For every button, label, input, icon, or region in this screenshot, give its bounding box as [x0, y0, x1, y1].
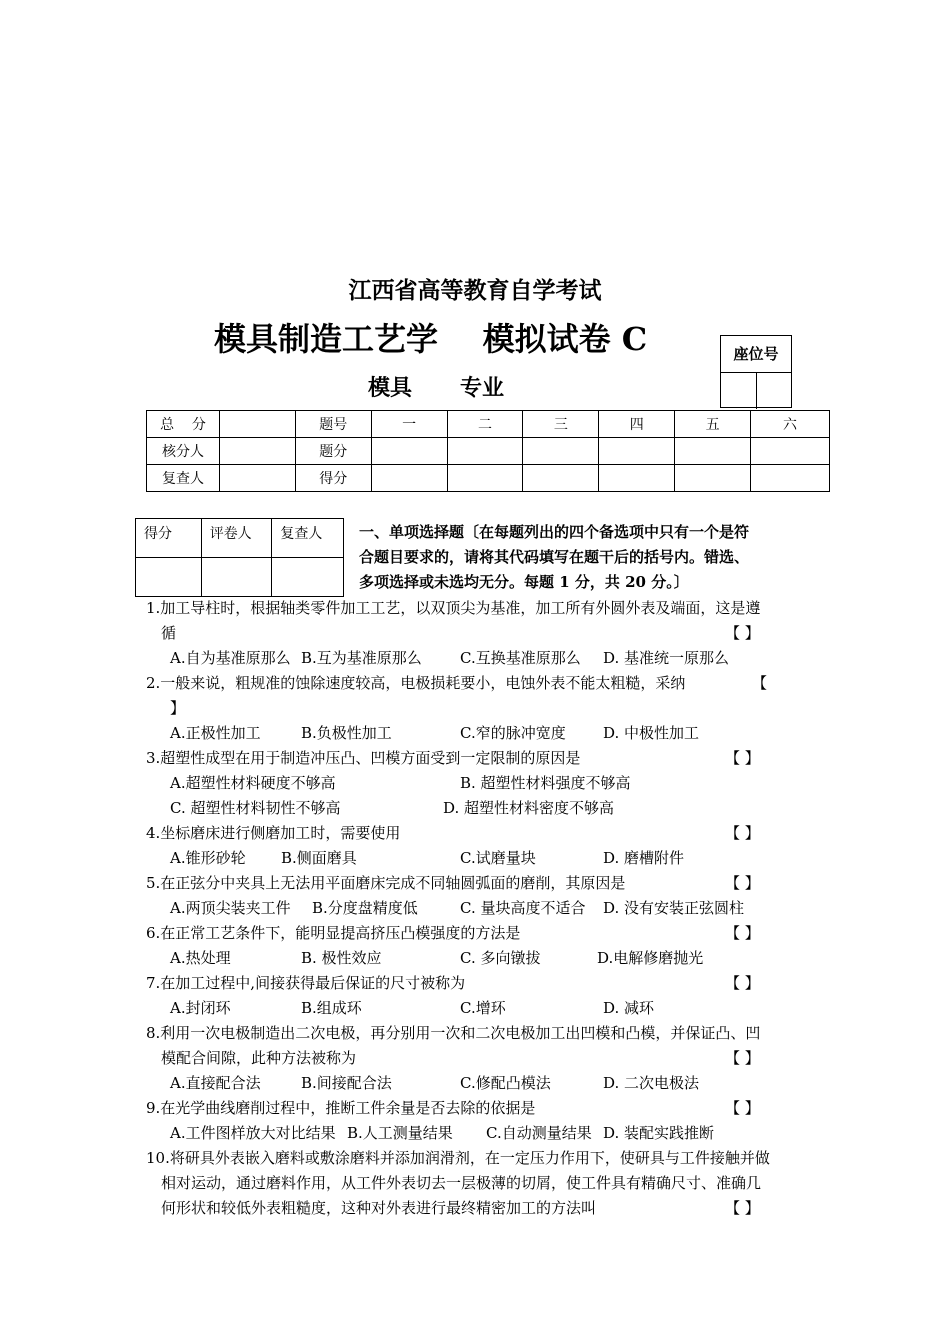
option: B.负极性加工 [301, 724, 392, 742]
cell [201, 558, 272, 597]
grader-table [135, 518, 344, 597]
cell: 得分 [295, 465, 371, 492]
option: B.间接配合法 [301, 1074, 392, 1092]
option: A.超塑性材料硬度不够高 [170, 774, 336, 792]
option: C. 超塑性材料韧性不够高 [170, 799, 341, 817]
option: B.人工测量结果 [347, 1124, 453, 1142]
question-stem: 7.在加工过程中,间接获得最后保证的尺寸被称为 [146, 974, 466, 992]
cell [675, 465, 751, 492]
option: D. 磨槽附件 [603, 849, 685, 867]
option: A.工件图样放大对比结果 [170, 1124, 336, 1142]
question-stem: 1.加工导柱时，根据轴类零件加工工艺，以双顶尖为基准，加工所有外圆外表及端面，这是遵 [146, 599, 761, 617]
cell: 总 分 [147, 411, 220, 438]
exam-authority-title: 江西省高等教育自学考试 [348, 277, 602, 304]
cell [599, 465, 675, 492]
question-stem: 何形状和较低外表粗糙度，这种对外表进行最终精密加工的方法叫 [161, 1199, 597, 1217]
option: B. 超塑性材料强度不够高 [460, 774, 631, 792]
major-name: 模具 [368, 375, 413, 401]
question-stem: 2.一般来说，粗规准的蚀除速度较高，电极损耗要小，电蚀外表不能太粗糙，采纳 [146, 674, 686, 692]
answer-bracket[interactable]: 【 】 [725, 1199, 760, 1217]
option: D. 减环 [603, 999, 655, 1017]
option: C.增环 [460, 999, 506, 1017]
seat-number-label: 座位号 [721, 336, 791, 373]
option: D. 基准统一原那么 [603, 649, 730, 667]
option: A.锥形砂轮 [170, 849, 246, 867]
answer-bracket[interactable]: 【 】 [725, 924, 760, 942]
question-stem: 模配合间隙，此种方法被称为 [161, 1049, 357, 1067]
exam-paper-title: 模具制造工艺学 模拟试卷 C [214, 320, 648, 358]
cell [447, 438, 523, 465]
cell [371, 465, 447, 492]
question-stem: 5.在正弦分中夹具上无法用平面磨床完成不同轴圆弧面的磨削，其原因是 [146, 874, 626, 892]
option: D. 没有安装正弦圆柱 [603, 899, 745, 917]
option: B.互为基准原那么 [301, 649, 422, 667]
option: C.自动测量结果 [486, 1124, 592, 1142]
cell [599, 438, 675, 465]
cell [523, 465, 599, 492]
question-stem: 4.坐标磨床进行侧磨加工时，需要使用 [146, 824, 401, 842]
instruction-line: 一、单项选择题〔在每题列出的四个备选项中只有一个是符 [359, 523, 750, 541]
grader-header-score: 得分 [136, 519, 202, 558]
question-stem: 9.在光学曲线磨削过程中，推断工件余量是否去除的依据是 [146, 1099, 536, 1117]
major-line [368, 371, 504, 402]
cell: 四 [599, 411, 675, 438]
seat-number-box [720, 335, 792, 408]
cell: 核分人 [147, 438, 220, 465]
score-table [146, 410, 830, 492]
answer-bracket[interactable]: 【 】 [725, 1099, 760, 1117]
section-1-instructions [359, 520, 809, 595]
seat-cell [721, 373, 757, 409]
option: D. 中极性加工 [603, 724, 700, 742]
cell [371, 438, 447, 465]
cell: 题号 [295, 411, 371, 438]
cell [219, 465, 295, 492]
option: D. 二次电极法 [603, 1074, 700, 1092]
cell [219, 438, 295, 465]
cell: 一 [371, 411, 447, 438]
cell [523, 438, 599, 465]
question-stem: 6.在正常工艺条件下，能明显提高挤压凸模强度的方法是 [146, 924, 521, 942]
instruction-line: 多项选择或未选均无分。每题 1 分，共 20 分。〕 [359, 573, 689, 591]
option: C.窄的脉冲宽度 [460, 724, 566, 742]
option: B.分度盘精度低 [312, 899, 418, 917]
option: A.自为基准原那么 [170, 649, 291, 667]
option: C.试磨量块 [460, 849, 536, 867]
option: A.热处理 [170, 949, 231, 967]
cell: 六 [751, 411, 830, 438]
answer-bracket[interactable]: 【 】 [725, 1049, 760, 1067]
answer-bracket[interactable]: 【 】 [725, 874, 760, 892]
cell [447, 465, 523, 492]
cell [136, 558, 202, 597]
option: C.修配凸模法 [460, 1074, 551, 1092]
question-stem: 循 [161, 624, 177, 642]
cell: 三 [523, 411, 599, 438]
cell: 五 [675, 411, 751, 438]
option: B.侧面磨具 [281, 849, 357, 867]
cell [675, 438, 751, 465]
cell [272, 558, 344, 597]
answer-bracket-close: 】 [170, 699, 186, 717]
score-row-checker [147, 438, 830, 465]
grader-header-grader: 评卷人 [201, 519, 272, 558]
answer-bracket[interactable]: 【 】 [725, 624, 760, 642]
question-stem: 8.利用一次电极制造出二次电极，再分别用一次和二次电极加工出凹模和凸模，并保证凸、凹 [146, 1024, 761, 1042]
instruction-line: 合题目要求的，请将其代码填写在题干后的括号内。错选、 [359, 548, 750, 566]
option: C.互换基准原那么 [460, 649, 581, 667]
option: D. 超塑性材料密度不够高 [443, 799, 615, 817]
option: A.封闭环 [170, 999, 231, 1017]
score-row-reviewer [147, 465, 830, 492]
option: B. 极性效应 [301, 949, 382, 967]
seat-cell [757, 373, 792, 409]
cell [751, 438, 830, 465]
option: C. 量块高度不适合 [460, 899, 586, 917]
answer-bracket-open[interactable]: 【 [752, 674, 768, 692]
score-row-total [147, 411, 830, 438]
cell [219, 411, 295, 438]
option: A.两顶尖装夹工件 [170, 899, 291, 917]
answer-bracket[interactable]: 【 】 [725, 749, 760, 767]
option: C. 多向镦拔 [460, 949, 541, 967]
option: A.直接配合法 [170, 1074, 261, 1092]
question-stem: 相对运动，通过磨料作用，从工件外表切去一层极薄的切屑，使工件具有精确尺寸、准确几 [161, 1174, 762, 1192]
answer-bracket[interactable]: 【 】 [725, 974, 760, 992]
answer-bracket[interactable]: 【 】 [725, 824, 760, 842]
cell: 复查人 [147, 465, 220, 492]
grader-header-reviewer: 复查人 [272, 519, 344, 558]
cell: 题分 [295, 438, 371, 465]
question-stem: 3.超塑性成型在用于制造冲压凸、凹模方面受到一定限制的原因是 [146, 749, 581, 767]
option: D. 装配实践推断 [603, 1124, 715, 1142]
cell [751, 465, 830, 492]
option: D.电解修磨抛光 [597, 949, 704, 967]
cell: 二 [447, 411, 523, 438]
option: A.正极性加工 [170, 724, 261, 742]
question-stem: 10.将研具外表嵌入磨料或敷涂磨料并添加润滑剂，在一定压力作用下，使研具与工件接触并做 [146, 1149, 770, 1167]
major-suffix: 专业 [460, 375, 505, 401]
option: B.组成环 [301, 999, 362, 1017]
